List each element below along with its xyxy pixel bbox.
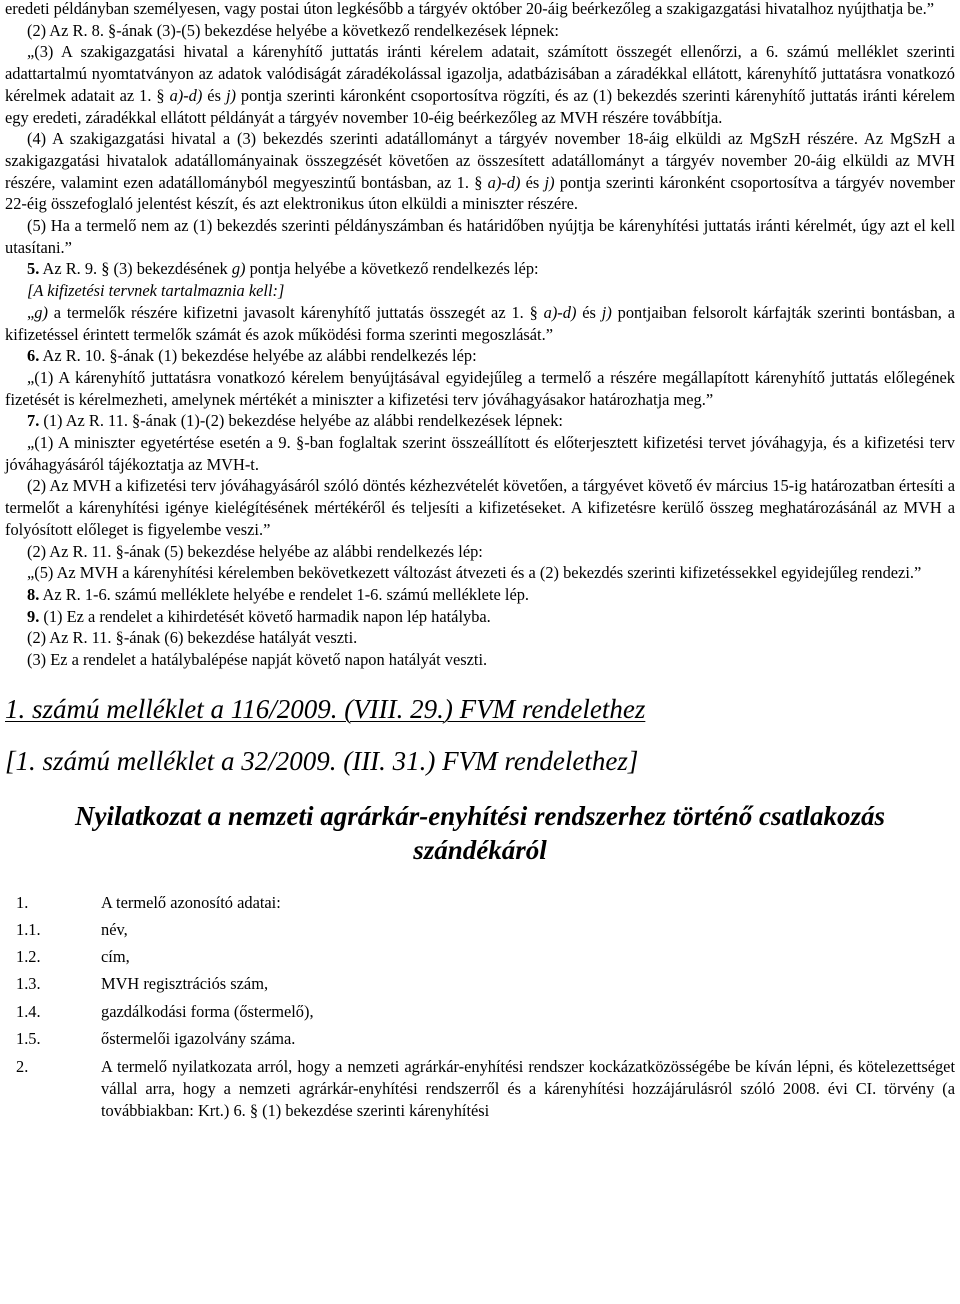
document-page (5, 0, 955, 1122)
paragraph: (2) Az R. 8. §-ának (3)-(5) bekezdése helyébe a következő rendelkezések lépnek: (27, 20, 559, 40)
paragraph: (3) Ez a rendelet a hatálybalépése napját követő napon hatályát veszti. (27, 650, 488, 670)
list-item: 1.1. név, (16, 920, 128, 939)
annex-title: 1. számú melléklet a 116/2009. (VIII. 29.) FVM rendelethez (5, 693, 646, 724)
paragraph: „(1) A miniszter egyetértése esetén a 9. §-ban foglaltak szerint összeállított és előterjesztett kifizetési tervet jóváhagyja, és a kifizetési terv jóváhagyásáról tájékoztatja az MVH-t. (5, 433, 955, 474)
section-9: 9. (1) Ez a rendelet a kihirdetését követő harmadik napon lép hatályba. (27, 606, 491, 626)
paragraph: (5) Ha a termelő nem az (1) bekezdés szerinti példányszámban és határidőben nyújtja be kárenyhítési juttatás iránti kérelmét, úgy azt el kell utasítani.” (5, 216, 955, 257)
list-item: 1.3. MVH regisztrációs szám, (16, 974, 269, 994)
paragraph: „g) a termelők részére kifizetni javasolt kárenyhítő juttatás összegét az 1. § a)-d) és j) pontjaiban felsorolt kárfajták szerinti bontásban, a kifizetéssel érintett termelők számát és azok működési forma szerinti megoszlását.” (5, 302, 955, 344)
list-item: 1.5. őstermelői igazolvány száma. (16, 1028, 296, 1048)
paragraph: [A kifizetési tervnek tartalmaznia kell:] (27, 281, 285, 301)
paragraph: eredeti példányban személyesen, vagy postai úton legkésőbb a tárgyév október 20-áig beérkezőleg a szakigazgatási hivatalhoz nyújthatja be.” (5, 0, 935, 18)
section-8: 8. Az R. 1-6. számú melléklete helyébe e rendelet 1-6. számú melléklete lép. (27, 584, 530, 604)
list-item: 2. A termelő nyilatkozata arról, hogy a nemzeti agrárkár-enyhítési rendszer kockázatközösségébe be kíván lépni, és kötelezettséget vállal arra, hogy a nemzeti agrárkár-enyhítési rendszerről és a kárenyhítési hozzájárulásról szóló 2008. évi CI. törvény (a továbbiakban: Krt.) 6. § (1) bekezdése szerinti kárenyhítési (16, 1057, 955, 1121)
paragraph: (2) Az MVH a kifizetési terv jóváhagyásáról szóló döntés kézhezvételét követően, a tárgyévet követő év március 15-ig határozatban értesíti a termelőt a kárenyhítési igénye kielégítésének mértékéről és teljesíti a kifizetéseket. A kifizetésre kerülő összeg meghatározásánál az MVH a folyósított előleget is figyelembe veszi.” (5, 476, 955, 539)
paragraph: „(3) A szakigazgatási hivatal a kárenyhítő juttatás iránti kérelem adatait, számított összegét ellenőrzi, a 6. számú melléklet szerinti adattartalmú nyomtatványon az adatok valódiságát záradékolással igazolja, adatbázisában a záradékkal ellátott, kárenyhítő juttatásra vonatkozó kérelmek adatait az 1. § a)-d) és j) pontja szerinti káronként csoportosítva rögzíti, és az (1) bekezdés szerinti kárenyhítő juttatás iránti kérelem egy eredeti, záradékkal ellátott példányát a tárgyév november 10-éig beérkezőleg az MVH részére továbbítja. (5, 42, 956, 127)
list-item: 1.4. gazdálkodási forma (őstermelő), (16, 1001, 314, 1021)
section-7: 7. (1) Az R. 11. §-ának (1)-(2) bekezdése helyébe az alábbi rendelkezések lépnek: (27, 411, 563, 431)
list-item: 1.2. cím, (16, 947, 130, 967)
form-title: Nyilatkozat a nemzeti agrárkár-enyhítési rendszerhez történő csatlakozás szándékáról (74, 800, 886, 865)
paragraph: (2) Az R. 11. §-ának (6) bekezdése hatályát veszti. (27, 628, 358, 648)
paragraph: (4) A szakigazgatási hivatal a (3) bekezdés szerinti adatállományt a tárgyév november 18-áig elküldi az MgSzH részére. Az MgSzH a szakigazgatási hivatalok adatállományainak összegzését követően az összesített adatállományt a tárgyév november 20-áig elküldi az MVH részére, valamint ezen adatállományból megyeszintű bontásban, az 1. § a)-d) és j) pontja szerinti káronként csoportosítva a tárgyév november 22-éig összefoglaló jelentést készít, és azt elektronikus úton elküldi a miniszter részére. (5, 129, 955, 214)
section-5: 5. Az R. 9. § (3) bekezdésének g) pontja helyébe a következő rendelkezés lép: (27, 259, 539, 279)
section-6: 6. Az R. 10. §-ának (1) bekezdése helyébe az alábbi rendelkezés lép: (27, 346, 477, 366)
list-item: 1. A termelő azonosító adatai: (16, 892, 281, 912)
annex-subtitle: [1. számú melléklet a 32/2009. (III. 31.) FVM rendelethez] (5, 745, 639, 776)
paragraph: (2) Az R. 11. §-ának (5) bekezdése helyébe az alábbi rendelkezés lép: (27, 541, 483, 561)
paragraph: „(5) Az MVH a kárenyhítési kérelemben bekövetkezett változást átvezeti és a (2) bekezdés szerinti kifizetéssekkel egyidejűleg rendezi.” (27, 563, 922, 583)
paragraph: „(1) A kárenyhítő juttatásra vonatkozó kérelem benyújtásával egyidejűleg a termelő a részére megállapított kárenyhítő juttatás előlegének fizetését is kérelmezheti, amelynek mértékét a miniszter a kifizetési terv jóváhagyásakor határozhatja meg.” (5, 367, 955, 409)
form-item-list (5, 889, 955, 1122)
